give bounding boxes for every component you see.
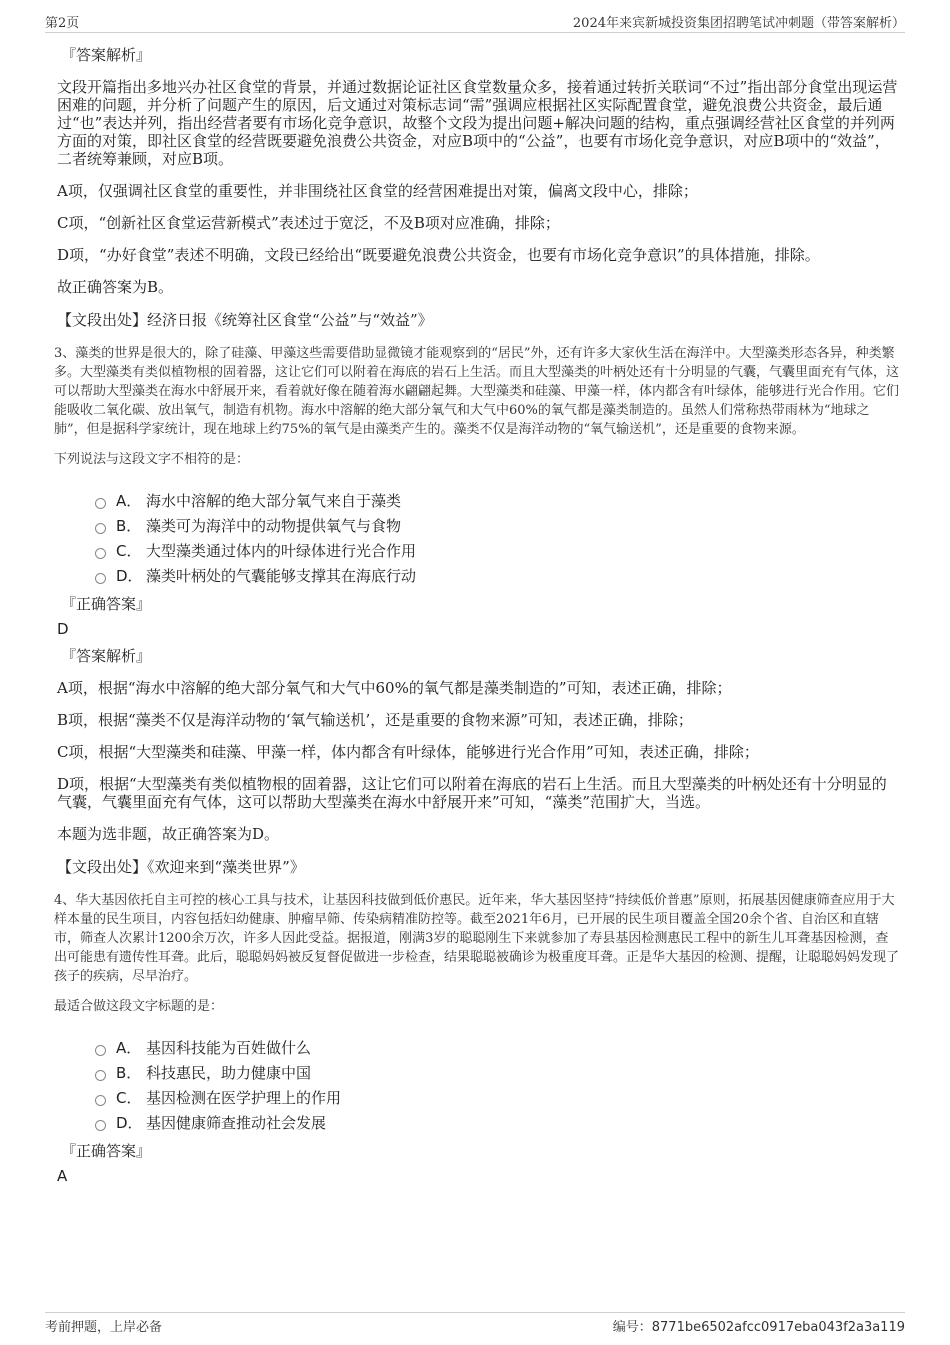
- document-code: [613, 1316, 905, 1335]
- option-d[interactable]: [95, 564, 900, 589]
- passage-source: 【文段出处】经济日报《统筹社区食堂“公益”与“效益”》: [57, 311, 433, 329]
- option-text: 藻类可为海洋中的动物提供氧气与食物: [146, 517, 402, 535]
- option-text: 海水中溶解的绝大部分氧气来自于藻类: [146, 492, 402, 510]
- option-letter: A．: [116, 492, 142, 510]
- analysis-paragraph: 文段开篇指出多地兴办社区食堂的背景，并通过数据论证社区食堂数量众多，接着通过转折关联词“不过”指出部分食堂出现运营困难的问题，并分析了问题产生的原因，后文通过对策标志词“需”强调应根据社区实际配置食堂，避免浪费公共资金，最后通过“也”表达并列，指出经营者要有市场化竞争意识，故整个文段为提出问题+解决问题的结构，重点强调经营社区食堂的并列两方面的对策，即社区食堂的经营既要避免浪费公共资金，对应B项中的“公益”，也要有市场化竞争意识，对应B项中的“效益”，二者统筹兼顾，对应B项。: [57, 78, 898, 168]
- analysis-option-b: B项，根据“藻类不仅是海洋动物的‘氧气输送机’，还是重要的食物来源”可知，表述正确，排除；: [57, 711, 693, 729]
- radio-icon[interactable]: [95, 498, 106, 509]
- option-text: 大型藻类通过体内的叶绿体进行光合作用: [146, 542, 417, 560]
- analysis-option-d: D项，“办好食堂”表述不明确，文段已经给出“既要避免浪费公共资金，也要有市场化竞争意识”的具体措施，排除。: [57, 246, 820, 264]
- correct-answer-label: 『正确答案』: [61, 595, 152, 613]
- option-text: 藻类叶柄处的气囊能够支撑其在海底行动: [146, 567, 417, 585]
- option-b[interactable]: [95, 1061, 900, 1086]
- passage-source: 【文段出处】《欢迎来到“藻类世界”》: [57, 858, 305, 876]
- question-4-options: [95, 1036, 900, 1136]
- analysis-option-a: A项，根据“海水中溶解的绝大部分氧气和大气中60%的氧气都是藻类制造的”可知，表述正确，排除；: [57, 679, 732, 697]
- analysis-label: 『答案解析』: [61, 46, 152, 64]
- option-text: 基因检测在医学护理上的作用: [146, 1089, 342, 1107]
- page-number: 第2页: [45, 16, 80, 31]
- analysis-option-d: D项，根据“大型藻类有类似植物根的固着器，这让它们可以附着在海底的岩石上生活。而且大型藻类的叶柄处还有十分明显的气囊，气囊里面充有气体，这可以帮助大型藻类在海水中舒展开来”可知，“藻类”范围扩大，当选。: [57, 775, 887, 811]
- analysis-conclusion: 本题为选非题，故正确答案为D。: [57, 825, 280, 843]
- option-letter: D．: [116, 1114, 143, 1132]
- option-letter: C．: [116, 1089, 142, 1107]
- correct-answer-label: 『正确答案』: [61, 1142, 152, 1160]
- radio-icon[interactable]: [95, 548, 106, 559]
- option-c[interactable]: [95, 1086, 900, 1111]
- radio-icon[interactable]: [95, 1070, 106, 1081]
- question-3-options: [95, 489, 900, 589]
- analysis-option-c: C项，根据“大型藻类和硅藻、甲藻一样，体内都含有叶绿体，能够进行光合作用”可知，表述正确，排除；: [57, 743, 759, 761]
- radio-icon[interactable]: [95, 1120, 106, 1131]
- option-letter: D．: [116, 567, 143, 585]
- page-footer: [45, 1312, 905, 1338]
- option-text: 基因科技能为百姓做什么: [146, 1039, 312, 1057]
- correct-answer: A: [57, 1167, 68, 1185]
- footer-slogan: 考前押题，上岸必备: [45, 1320, 163, 1335]
- question-3-prompt: 下列说法与这段文字不相符的是：: [54, 452, 250, 467]
- question-3-text: 3、藻类的世界是很大的，除了硅藻、甲藻这些需要借助显微镜才能观察到的“居民”外，还有许多大家伙生活在海洋中。大型藻类形态各异，种类繁多。大型藻类有类似植物根的固着器，这让它们可以附着在海底的岩石上生活。而且大型藻类的叶柄处还有十分明显的气囊，气囊里面充有气体，这可以帮助大型藻类在海水中舒展开来，看着就好像在随着海水翩翩起舞。大型藻类和硅藻、甲藻一样，体内都含有叶绿体，能够进行光合作用。它们能吸收二氧化碳、放出氧气，制造有机物。海水中溶解的绝大部分氧气和大气中60%的氧气都是藻类制造的。虽然人们常称热带雨林为“地球之肺”，但是据科学家统计，现在地球上约75%的氧气是由藻类产生的。藻类不仅是海洋动物的“氧气输送机”，还是重要的食物来源。: [54, 346, 900, 437]
- option-letter: B．: [116, 1064, 142, 1082]
- option-b[interactable]: [95, 514, 900, 539]
- option-letter: A．: [116, 1039, 142, 1057]
- option-text: 基因健康筛查推动社会发展: [146, 1114, 327, 1132]
- analysis-conclusion: 故正确答案为B。: [57, 278, 174, 296]
- radio-icon[interactable]: [95, 523, 106, 534]
- question-4-text: 4、华大基因依托自主可控的核心工具与技术，让基因科技做到低价惠民。近年来，华大基因坚持“持续低价普惠”原则，拓展基因健康筛查应用于大样本量的民生项目，内容包括妇幼健康、肿瘤早筛、传染病精准防控等。截至2021年6月，已开展的民生项目覆盖全国20余个省、自治区和直辖市，筛查人次累计1200余万次，许多人因此受益。据报道，刚满3岁的聪聪刚生下来就参加了寿县基因检测惠民工程中的新生儿耳聋基因检测，查出可能患有遗传性耳聋。此后，聪聪妈妈被反复督促做进一步检查，结果聪聪被确诊为极重度耳聋。正是华大基因的检测、提醒，让聪聪妈妈发现了孩子的疾病，尽早治疗。: [54, 893, 900, 984]
- option-text: 科技惠民，助力健康中国: [146, 1064, 312, 1082]
- page-content: [54, 44, 900, 1192]
- page-header: [45, 12, 905, 33]
- document-title: 2024年来宾新城投资集团招聘笔试冲刺题（带答案解析）: [572, 16, 905, 31]
- analysis-option-c: C项，“创新社区食堂运营新模式”表述过于宽泛，不及B项对应准确，排除；: [57, 214, 560, 232]
- correct-answer: D: [57, 620, 69, 638]
- question-4-prompt: 最适合做这段文字标题的是：: [54, 999, 224, 1014]
- option-a[interactable]: [95, 1036, 900, 1061]
- option-d[interactable]: [95, 1111, 900, 1136]
- radio-icon[interactable]: [95, 573, 106, 584]
- radio-icon[interactable]: [95, 1095, 106, 1106]
- option-letter: C．: [116, 542, 142, 560]
- option-a[interactable]: [95, 489, 900, 514]
- analysis-option-a: A项，仅强调社区食堂的重要性，并非围绕社区食堂的经营困难提出对策，偏离文段中心，排除；: [57, 182, 698, 200]
- radio-icon[interactable]: [95, 1045, 106, 1056]
- option-letter: B．: [116, 517, 142, 535]
- analysis-label: 『答案解析』: [61, 647, 152, 665]
- option-c[interactable]: [95, 539, 900, 564]
- code-label: 编号：: [612, 1320, 652, 1335]
- code-value: 8771be6502afcc0917eba043f2a3a119: [651, 1320, 905, 1335]
